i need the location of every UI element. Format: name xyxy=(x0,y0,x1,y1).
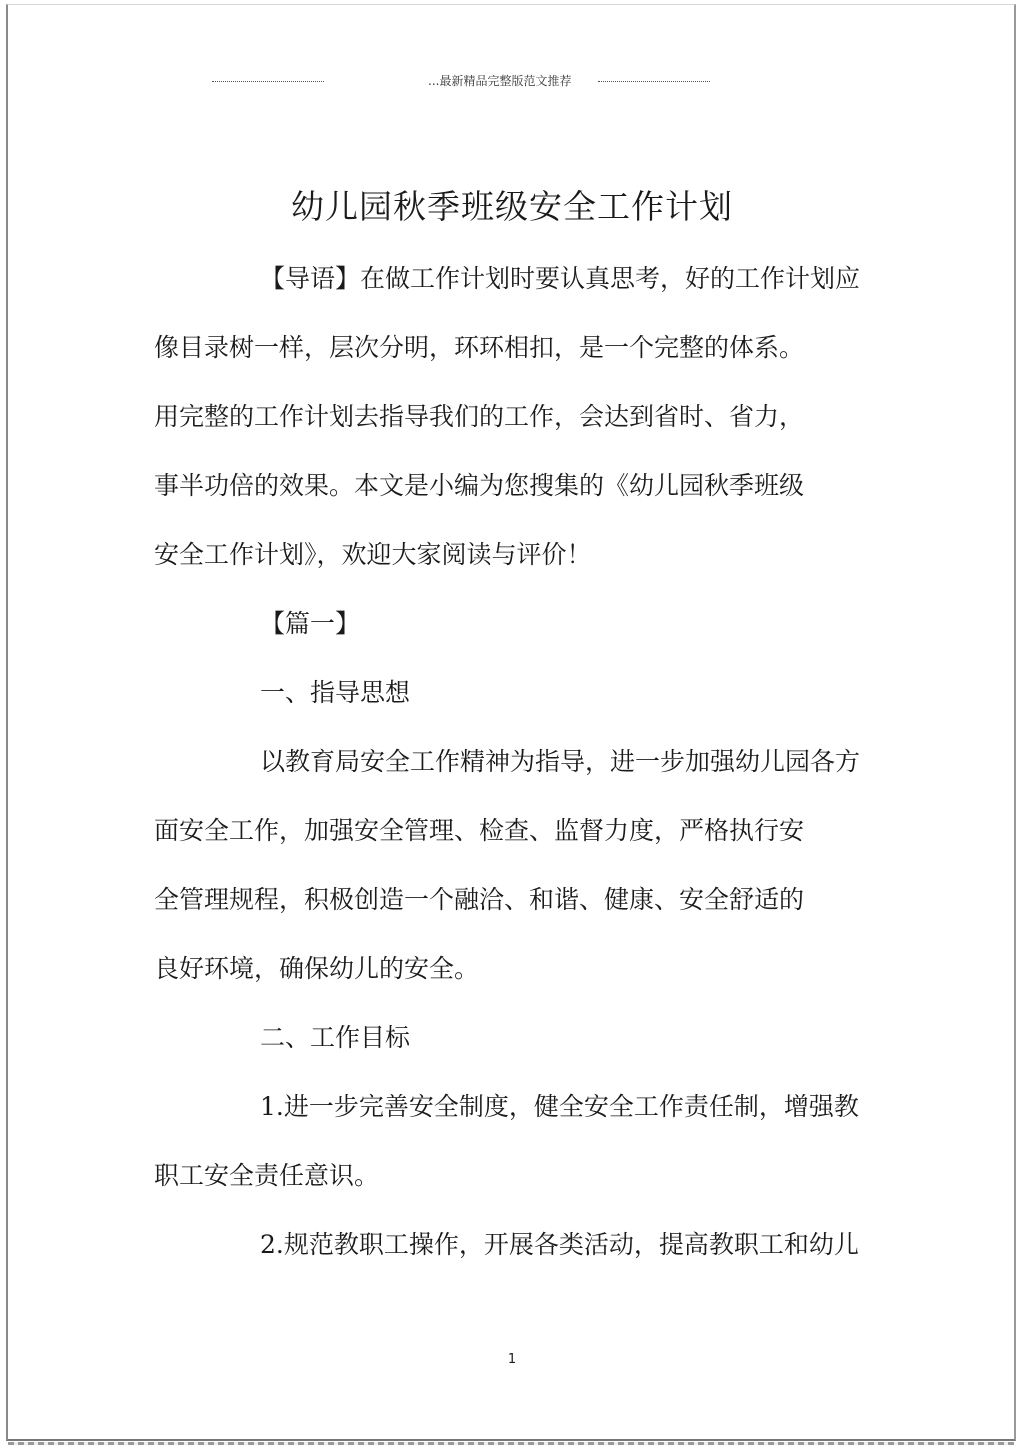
header-rule-left xyxy=(212,81,324,82)
document-body xyxy=(154,244,861,1279)
guiding-line-3: 全管理规程，积极创造一个融洽、和谐、健康、安全舒适的 xyxy=(154,885,805,914)
header-rule-right xyxy=(598,81,710,82)
section-heading-part-one: 【篇一】 xyxy=(260,609,361,638)
guiding-line-1: 以教育局安全工作精神为指导，进一步加强幼儿园各方 xyxy=(260,747,861,776)
guiding-line-2: 面安全工作，加强安全管理、检查、监督力度，严格执行安 xyxy=(154,816,805,845)
goal-1-line-2: 职工安全责任意识。 xyxy=(154,1161,380,1190)
intro-line-4: 事半功倍的效果。本文是小编为您搜集的《幼儿园秋季班级 xyxy=(154,471,805,500)
guiding-line-4: 良好环境，确保幼儿的安全。 xyxy=(154,954,480,983)
section-heading-guiding-thought: 一、指导思想 xyxy=(260,678,411,707)
goal-2-line-1: 2.规范教职工操作，开展各类活动，提高教职工和幼儿 xyxy=(260,1230,859,1259)
intro-line-1: 【导语】在做工作计划时要认真思考，好的工作计划应 xyxy=(260,264,861,293)
intro-line-3: 用完整的工作计划去指导我们的工作，会达到省时、省力， xyxy=(154,402,805,431)
running-header xyxy=(0,73,1024,89)
document-title: 幼儿园秋季班级安全工作计划 xyxy=(291,187,733,226)
section-heading-work-goals: 二、工作目标 xyxy=(260,1023,411,1052)
intro-line-2: 像目录树一样，层次分明，环环相扣，是一个完整的体系。 xyxy=(154,333,805,362)
header-text: ...最新精品完整版范文推荐 xyxy=(428,74,572,88)
intro-line-5: 安全工作计划》，欢迎大家阅读与评价！ xyxy=(154,540,592,569)
goal-1-line-1: 1.进一步完善安全制度，健全安全工作责任制，增强教 xyxy=(260,1092,859,1121)
page-number: 1 xyxy=(507,1352,517,1367)
